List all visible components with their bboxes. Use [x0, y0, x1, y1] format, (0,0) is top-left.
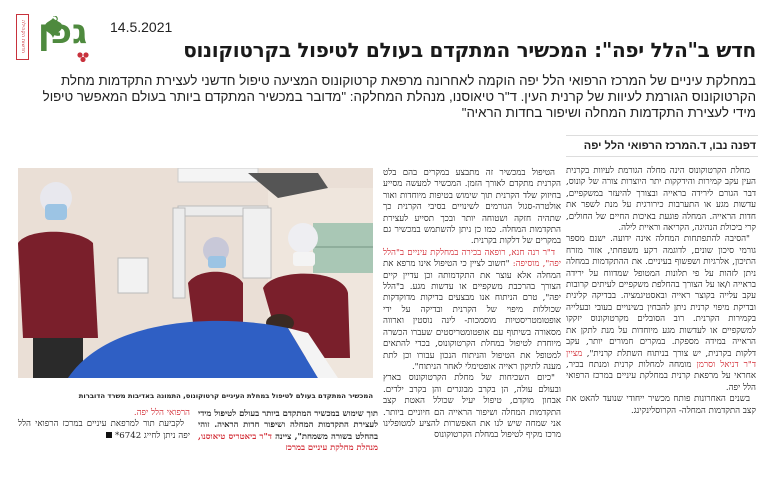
- photo-caption: המכשיר המתקדם בעולם לטיפול במחלת העיניים קרטוקונוס, התמונה באדיבות משרד הדוברות: [78, 392, 373, 400]
- logo-wordmark: גפן: [38, 12, 88, 52]
- photo-illustration: [18, 168, 373, 378]
- end-of-article-mark: [106, 432, 112, 438]
- highlighted-name: מציין ד"ר דניאל וסרמן: [566, 348, 756, 370]
- paragraph: [18, 408, 190, 419]
- paragraph: לקביעת תור למרפאת עיניים במרכז הרפואי הלל יפה ניתן לחייג 6742*: [18, 419, 190, 441]
- article-column-1: [566, 166, 756, 417]
- article-byline: דפנה נבו, ד.המרכז הרפואי הלל יפה: [566, 135, 758, 157]
- paragraph: הטיפול במכשיר זה מתבצע במקרים בהם בלט הקרנית מתקדם לאורך הזמן. המכשיר למעשה מסייע בחיזוק שלד הקרנית תוך שימוש בטיפות מיוחדות ואור אולטרה-סגול הגורמים לשינויים בסיבי הקרנית כך שתהיה חזקה ושטוחה יותר ובכך תסייע לעצירת התקדמות המחלה. כמו כן ניתן להשתמש במכשיר גם במקרים של דלקות בקרנית.: [383, 168, 561, 247]
- article-column-2: [383, 168, 561, 442]
- article-photo: [18, 168, 373, 378]
- highlighted-name: ד"ר ביאטריס טיאוסנו, מנהלת מחלקת עיניים במרכז: [198, 430, 378, 453]
- paragraph: בשנים האחרונות פותח מכשיר ייחודי שנועד להאט את קצב התקדמות המחלה- הקרוסלינקינג.: [566, 394, 756, 416]
- article-column-3: [198, 408, 378, 454]
- article-lead: במחלקת עיניים של המרכז הרפואי הלל יפה הוקמה לאחרונה מרפאת קרטוקונוס המציעה טיפול חדשני לעצירת התקדמות מחלת הקרטוקונוס הגורמת לעיוות של קרנית העין. ד"ר טיאוסנו, מנהלת המחלקה: "מדובר במכשיר המתקדם ביותר בעולם המאפשר טיפול מידי לעצירת התקדמות המחלה ושיפור בחדות הראיה": [42, 73, 756, 120]
- article-column-4: [18, 408, 190, 442]
- article-headline: חדש ב"הלל יפה": המכשיר המתקדם בעולם לטיפול בקרטוקונוס: [183, 38, 756, 62]
- paragraph: "כיום השכיחות של מחלת הקרטוקונוס בארץ ובעולם עולה, הן בקרב מבוגרים והן בקרב ילדים. אבחון מוקדם, טיפול יעיל שכולל האטת קצב התקדמות המחלה ושיפור הראייה הם חיוניים ביותר. אני שמחה שיש לנו את האפשרות להציע למטופלינו מרכז מקיף לטיפול במחלת הקרטוקונוס: [383, 373, 561, 441]
- paragraph: "הסיבה להתפתחות המחלה אינה ידועה. ישנם מספר גורמי סיכון שונים, לדוגמה רקע משפחתי, אזור מזרח התיכון, אלרגיות ושפשוף בעיניים. את ההתקדמות במחלה ניתן לזהות על פי תלונות המטופל שמדווח על ירידה בראייה ו/או על הצורך בהחלפת משקפיים לעיתים קרובות עקב עלייה בקוצר ראייה ובאסטיגמציה. בבדיקה קלינית ובדיקת מיפוי קרנית ניתן להבחין בשינויים בעובי ובעלייה בקמירות הקרנית. רוב הסובלים מקרטוקונוס יזקקו למשקפיים או לעדשות מגע מיוחדות על מנת לתקן את הראייה במידה מספקת. במקרים חמורים יותר, עקב דלקות בקרנית, יש צורך בניתוח השתלת קרנית", מציין ד"ר דניאל וסרמן מומחה למחלות קרנית ומנתח בכיר, אחראי על מרפאת קרנית במחלקת עיניים במרכז הרפואי הלל יפה.: [566, 234, 756, 393]
- paragraph: ד"ר רנה חנא, רופאה בכירה במחלקת עיניים ב"הלל יפה", מוסיפה: "חשוב לציין כי הטיפול אינו מרפא את המחלה אלא עוצר את התקדמותה וכן עדיין קיים הצורך בהרכבת משקפיים או עדשות מגע. ב"הלל יפה", טרם הניתוח אנו מבצעים בדיקות מדוקדקות שכוללות מיפוי של הקרנית ובדיקה על ידי אופטומטריסטיות מוסמכות- לינה נוסטין וארווה מסאורה בשיתוף עם אופטומטריסטים שעברו הכשרה מיוחדת לטיפול במחלת הקרטוקונוס, בכדי להתאים למטופל את הטיפול והניתוח הנכון עבורו וכן לתת מענה לתיקון ראייה אופטימלי לאחר הניתוח".: [383, 247, 561, 372]
- publication-date: 14.5.2021: [110, 19, 173, 35]
- highlighted-name: הרפואי הלל יפה.: [133, 408, 190, 418]
- logo-tag: חדשות הקהילה: [16, 14, 29, 60]
- paragraph: מחלת הקרטוקונוס הינה מחלה הגורמת לעיוות בקרנית העין עקב קמירות והידקקות יתר היוצרות צורה של קונוס, דבר הגורם לירידה בראייה ובצורך להיעזר במשקפיים, עדשות מגע או התערבות כירורגית על מנת לשפר את חדות הראייה. המחלה פוגעת באיכות החיים של החולים, קרי ביכולת הנהיגה, הקריאה וראיית לילה.: [566, 166, 756, 234]
- highlighted-name: ד"ר רנה חנא, רופאה בכירה במחלקת עיניים ב"הלל יפה", מוסיפה:: [383, 247, 561, 270]
- paragraph: תוך שימוש במכשיר המתקדם ביותר בעולם לטיפול מידי לעצירת התקדמות המחלה ושיפור חדות הראיה. זוהי בהחלט בשורה משמחת", ציינה ד"ר ביאטריס טיאוסנו, מנהלת מחלקת עיניים במרכז: [198, 408, 379, 453]
